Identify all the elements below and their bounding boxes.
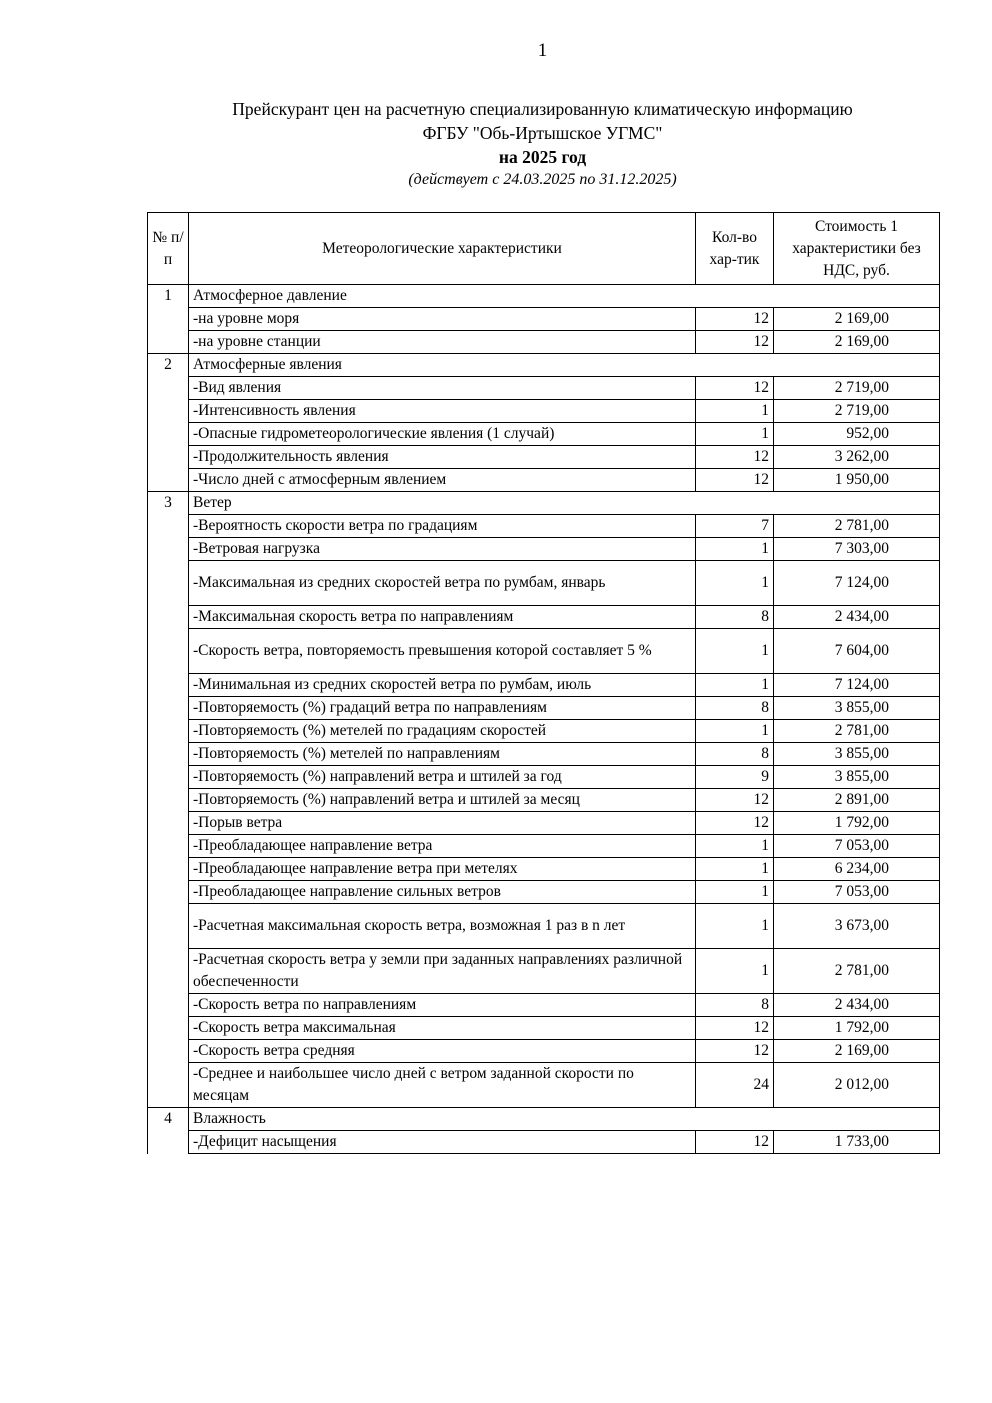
characteristic-name: -Повторяемость (%) направлений ветра и штилей за месяц (189, 789, 696, 812)
characteristic-name: -Расчетная максимальная скорость ветра, возможная 1 раз в n лет (189, 904, 696, 949)
table-row (148, 1131, 940, 1154)
characteristic-cost: 2 169,00 (774, 308, 940, 331)
characteristic-count: 1 (696, 538, 774, 561)
row-number-empty (148, 331, 189, 354)
characteristic-count: 9 (696, 766, 774, 789)
characteristic-count: 12 (696, 1017, 774, 1040)
characteristic-name: -Преобладающее направление сильных ветров (189, 881, 696, 904)
table-row (148, 308, 940, 331)
characteristic-cost: 2 434,00 (774, 994, 940, 1017)
characteristic-cost: 1 950,00 (774, 469, 940, 492)
row-number-empty (148, 377, 189, 400)
characteristic-name: -Максимальная скорость ветра по направлениям (189, 606, 696, 629)
characteristic-name: -Вероятность скорости ветра по градациям (189, 515, 696, 538)
category-name: Атмосферные явления (189, 354, 940, 377)
characteristic-count: 1 (696, 423, 774, 446)
characteristic-name: -Продолжительность явления (189, 446, 696, 469)
row-number-empty (148, 400, 189, 423)
characteristic-name: -Максимальная из средних скоростей ветра по румбам, январь (189, 561, 696, 606)
characteristic-count: 1 (696, 881, 774, 904)
table-row (148, 881, 940, 904)
characteristic-count: 8 (696, 994, 774, 1017)
characteristic-cost: 7 124,00 (774, 561, 940, 606)
characteristic-cost: 1 792,00 (774, 812, 940, 835)
characteristic-count: 12 (696, 1131, 774, 1154)
characteristic-name: -Скорость ветра максимальная (189, 1017, 696, 1040)
table-header-row (148, 213, 940, 285)
category-row (148, 354, 940, 377)
header-cost: Стоимость 1 характеристики без НДС, руб. (774, 213, 940, 285)
row-number-empty (148, 515, 189, 538)
row-number-empty (148, 561, 189, 606)
characteristic-cost: 2 169,00 (774, 1040, 940, 1063)
row-number: 3 (148, 492, 189, 515)
characteristic-name: -Повторяемость (%) направлений ветра и штилей за год (189, 766, 696, 789)
row-number-empty (148, 697, 189, 720)
table-row (148, 904, 940, 949)
row-number-empty (148, 835, 189, 858)
characteristic-name: -Опасные гидрометеорологические явления (1 случай) (189, 423, 696, 446)
table-row (148, 423, 940, 446)
header-characteristic: Метеорологические характеристики (189, 213, 696, 285)
characteristic-count: 8 (696, 697, 774, 720)
characteristic-count: 12 (696, 1040, 774, 1063)
row-number-empty (148, 1017, 189, 1040)
characteristic-count: 7 (696, 515, 774, 538)
category-name: Ветер (189, 492, 940, 515)
table-row (148, 789, 940, 812)
characteristic-cost: 2 781,00 (774, 720, 940, 743)
characteristic-cost: 3 855,00 (774, 766, 940, 789)
characteristic-name: -Среднее и наибольшее число дней с ветром заданной скорости по месяцам (189, 1063, 696, 1108)
characteristic-cost: 2 169,00 (774, 331, 940, 354)
characteristic-name: -Повторяемость (%) градаций ветра по направлениям (189, 697, 696, 720)
row-number-empty (148, 629, 189, 674)
category-row (148, 285, 940, 308)
characteristic-cost: 2 012,00 (774, 1063, 940, 1108)
header-num: № п/п (148, 213, 189, 285)
characteristic-cost: 2 781,00 (774, 515, 940, 538)
header-count: Кол-во хар-тик (696, 213, 774, 285)
table-row (148, 994, 940, 1017)
year-line: на 2025 год (498, 147, 587, 167)
characteristic-cost: 2 719,00 (774, 400, 940, 423)
characteristic-name: -Скорость ветра, повторяемость превышения которой составляет 5 % (189, 629, 696, 674)
table-row (148, 1017, 940, 1040)
characteristic-cost: 1 792,00 (774, 1017, 940, 1040)
row-number-empty (148, 469, 189, 492)
table-row (148, 469, 940, 492)
characteristic-name: -Скорость ветра средняя (189, 1040, 696, 1063)
characteristic-name: -Число дней с атмосферным явлением (189, 469, 696, 492)
characteristic-cost: 2 719,00 (774, 377, 940, 400)
characteristic-name: -Вид явления (189, 377, 696, 400)
validity-period: (действует с 24.03.2025 по 31.12.2025) (408, 171, 677, 188)
title-line-2: ФГБУ "Обь-Иртышское УГМС" (422, 123, 663, 143)
category-name: Влажность (189, 1108, 940, 1131)
row-number: 2 (148, 354, 189, 377)
characteristic-count: 1 (696, 904, 774, 949)
table-row (148, 446, 940, 469)
row-number-empty (148, 674, 189, 697)
row-number-empty (148, 308, 189, 331)
page-number: 1 (537, 40, 548, 61)
characteristic-cost: 7 053,00 (774, 835, 940, 858)
characteristic-count: 12 (696, 812, 774, 835)
characteristic-count: 12 (696, 469, 774, 492)
row-number: 1 (148, 285, 189, 308)
characteristic-name: -Повторяемость (%) метелей по градациям скоростей (189, 720, 696, 743)
characteristic-name: -Расчетная скорость ветра у земли при заданных направлениях различной обеспеченности (189, 949, 696, 994)
table-row (148, 629, 940, 674)
table-row (148, 720, 940, 743)
table-row (148, 538, 940, 561)
row-number-empty (148, 606, 189, 629)
characteristic-cost: 952,00 (774, 423, 940, 446)
characteristic-cost: 3 855,00 (774, 697, 940, 720)
characteristic-name: -Преобладающее направление ветра (189, 835, 696, 858)
characteristic-count: 12 (696, 789, 774, 812)
characteristic-cost: 7 604,00 (774, 629, 940, 674)
characteristic-cost: 7 053,00 (774, 881, 940, 904)
row-number-empty (148, 720, 189, 743)
table-row (148, 812, 940, 835)
characteristic-cost: 2 434,00 (774, 606, 940, 629)
category-name: Атмосферное давление (189, 285, 940, 308)
row-number-empty (148, 766, 189, 789)
table-row (148, 561, 940, 606)
table-row (148, 858, 940, 881)
characteristic-name: -на уровне станции (189, 331, 696, 354)
row-number-empty (148, 743, 189, 766)
row-number-empty (148, 1063, 189, 1108)
row-number-empty (148, 904, 189, 949)
row-number-empty (148, 881, 189, 904)
characteristic-cost: 1 733,00 (774, 1131, 940, 1154)
characteristic-count: 12 (696, 377, 774, 400)
table-row (148, 1040, 940, 1063)
row-number-empty (148, 1131, 189, 1154)
characteristic-name: -Порыв ветра (189, 812, 696, 835)
characteristic-cost: 2 781,00 (774, 949, 940, 994)
characteristic-cost: 3 673,00 (774, 904, 940, 949)
characteristic-cost: 7 303,00 (774, 538, 940, 561)
characteristic-name: -Интенсивность явления (189, 400, 696, 423)
table-row (148, 1063, 940, 1108)
document-heading (0, 97, 992, 190)
characteristic-count: 12 (696, 308, 774, 331)
characteristic-count: 1 (696, 720, 774, 743)
characteristic-count: 1 (696, 629, 774, 674)
characteristic-count: 8 (696, 743, 774, 766)
table-row (148, 766, 940, 789)
row-number: 4 (148, 1108, 189, 1131)
row-number-empty (148, 423, 189, 446)
price-table (147, 212, 940, 1154)
characteristic-count: 12 (696, 446, 774, 469)
row-number-empty (148, 446, 189, 469)
characteristic-count: 1 (696, 858, 774, 881)
characteristic-cost: 7 124,00 (774, 674, 940, 697)
table-row (148, 400, 940, 423)
category-row (148, 492, 940, 515)
characteristic-count: 8 (696, 606, 774, 629)
characteristic-cost: 3 855,00 (774, 743, 940, 766)
characteristic-name: -на уровне моря (189, 308, 696, 331)
characteristic-name: -Повторяемость (%) метелей по направлениям (189, 743, 696, 766)
table-row (148, 606, 940, 629)
characteristic-name: -Дефицит насыщения (189, 1131, 696, 1154)
table-row (148, 377, 940, 400)
characteristic-count: 24 (696, 1063, 774, 1108)
category-row (148, 1108, 940, 1131)
characteristic-name: -Минимальная из средних скоростей ветра по румбам, июль (189, 674, 696, 697)
table-row (148, 743, 940, 766)
row-number-empty (148, 1040, 189, 1063)
table-row (148, 949, 940, 994)
row-number-empty (148, 812, 189, 835)
row-number-empty (148, 858, 189, 881)
characteristic-count: 1 (696, 674, 774, 697)
row-number-empty (148, 789, 189, 812)
row-number-empty (148, 949, 189, 994)
title-line-1: Прейскурант цен на расчетную специализированную климатическую информацию (232, 99, 853, 119)
table-row (148, 697, 940, 720)
characteristic-name: -Ветровая нагрузка (189, 538, 696, 561)
characteristic-count: 1 (696, 561, 774, 606)
characteristic-cost: 2 891,00 (774, 789, 940, 812)
characteristic-count: 1 (696, 835, 774, 858)
table-row (148, 331, 940, 354)
characteristic-cost: 3 262,00 (774, 446, 940, 469)
characteristic-count: 1 (696, 400, 774, 423)
table-body (148, 285, 940, 1154)
characteristic-name: -Преобладающее направление ветра при метелях (189, 858, 696, 881)
row-number-empty (148, 538, 189, 561)
characteristic-count: 1 (696, 949, 774, 994)
table-row (148, 674, 940, 697)
characteristic-count: 12 (696, 331, 774, 354)
row-number-empty (148, 994, 189, 1017)
table-row (148, 835, 940, 858)
characteristic-cost: 6 234,00 (774, 858, 940, 881)
characteristic-name: -Скорость ветра по направлениям (189, 994, 696, 1017)
table-row (148, 515, 940, 538)
